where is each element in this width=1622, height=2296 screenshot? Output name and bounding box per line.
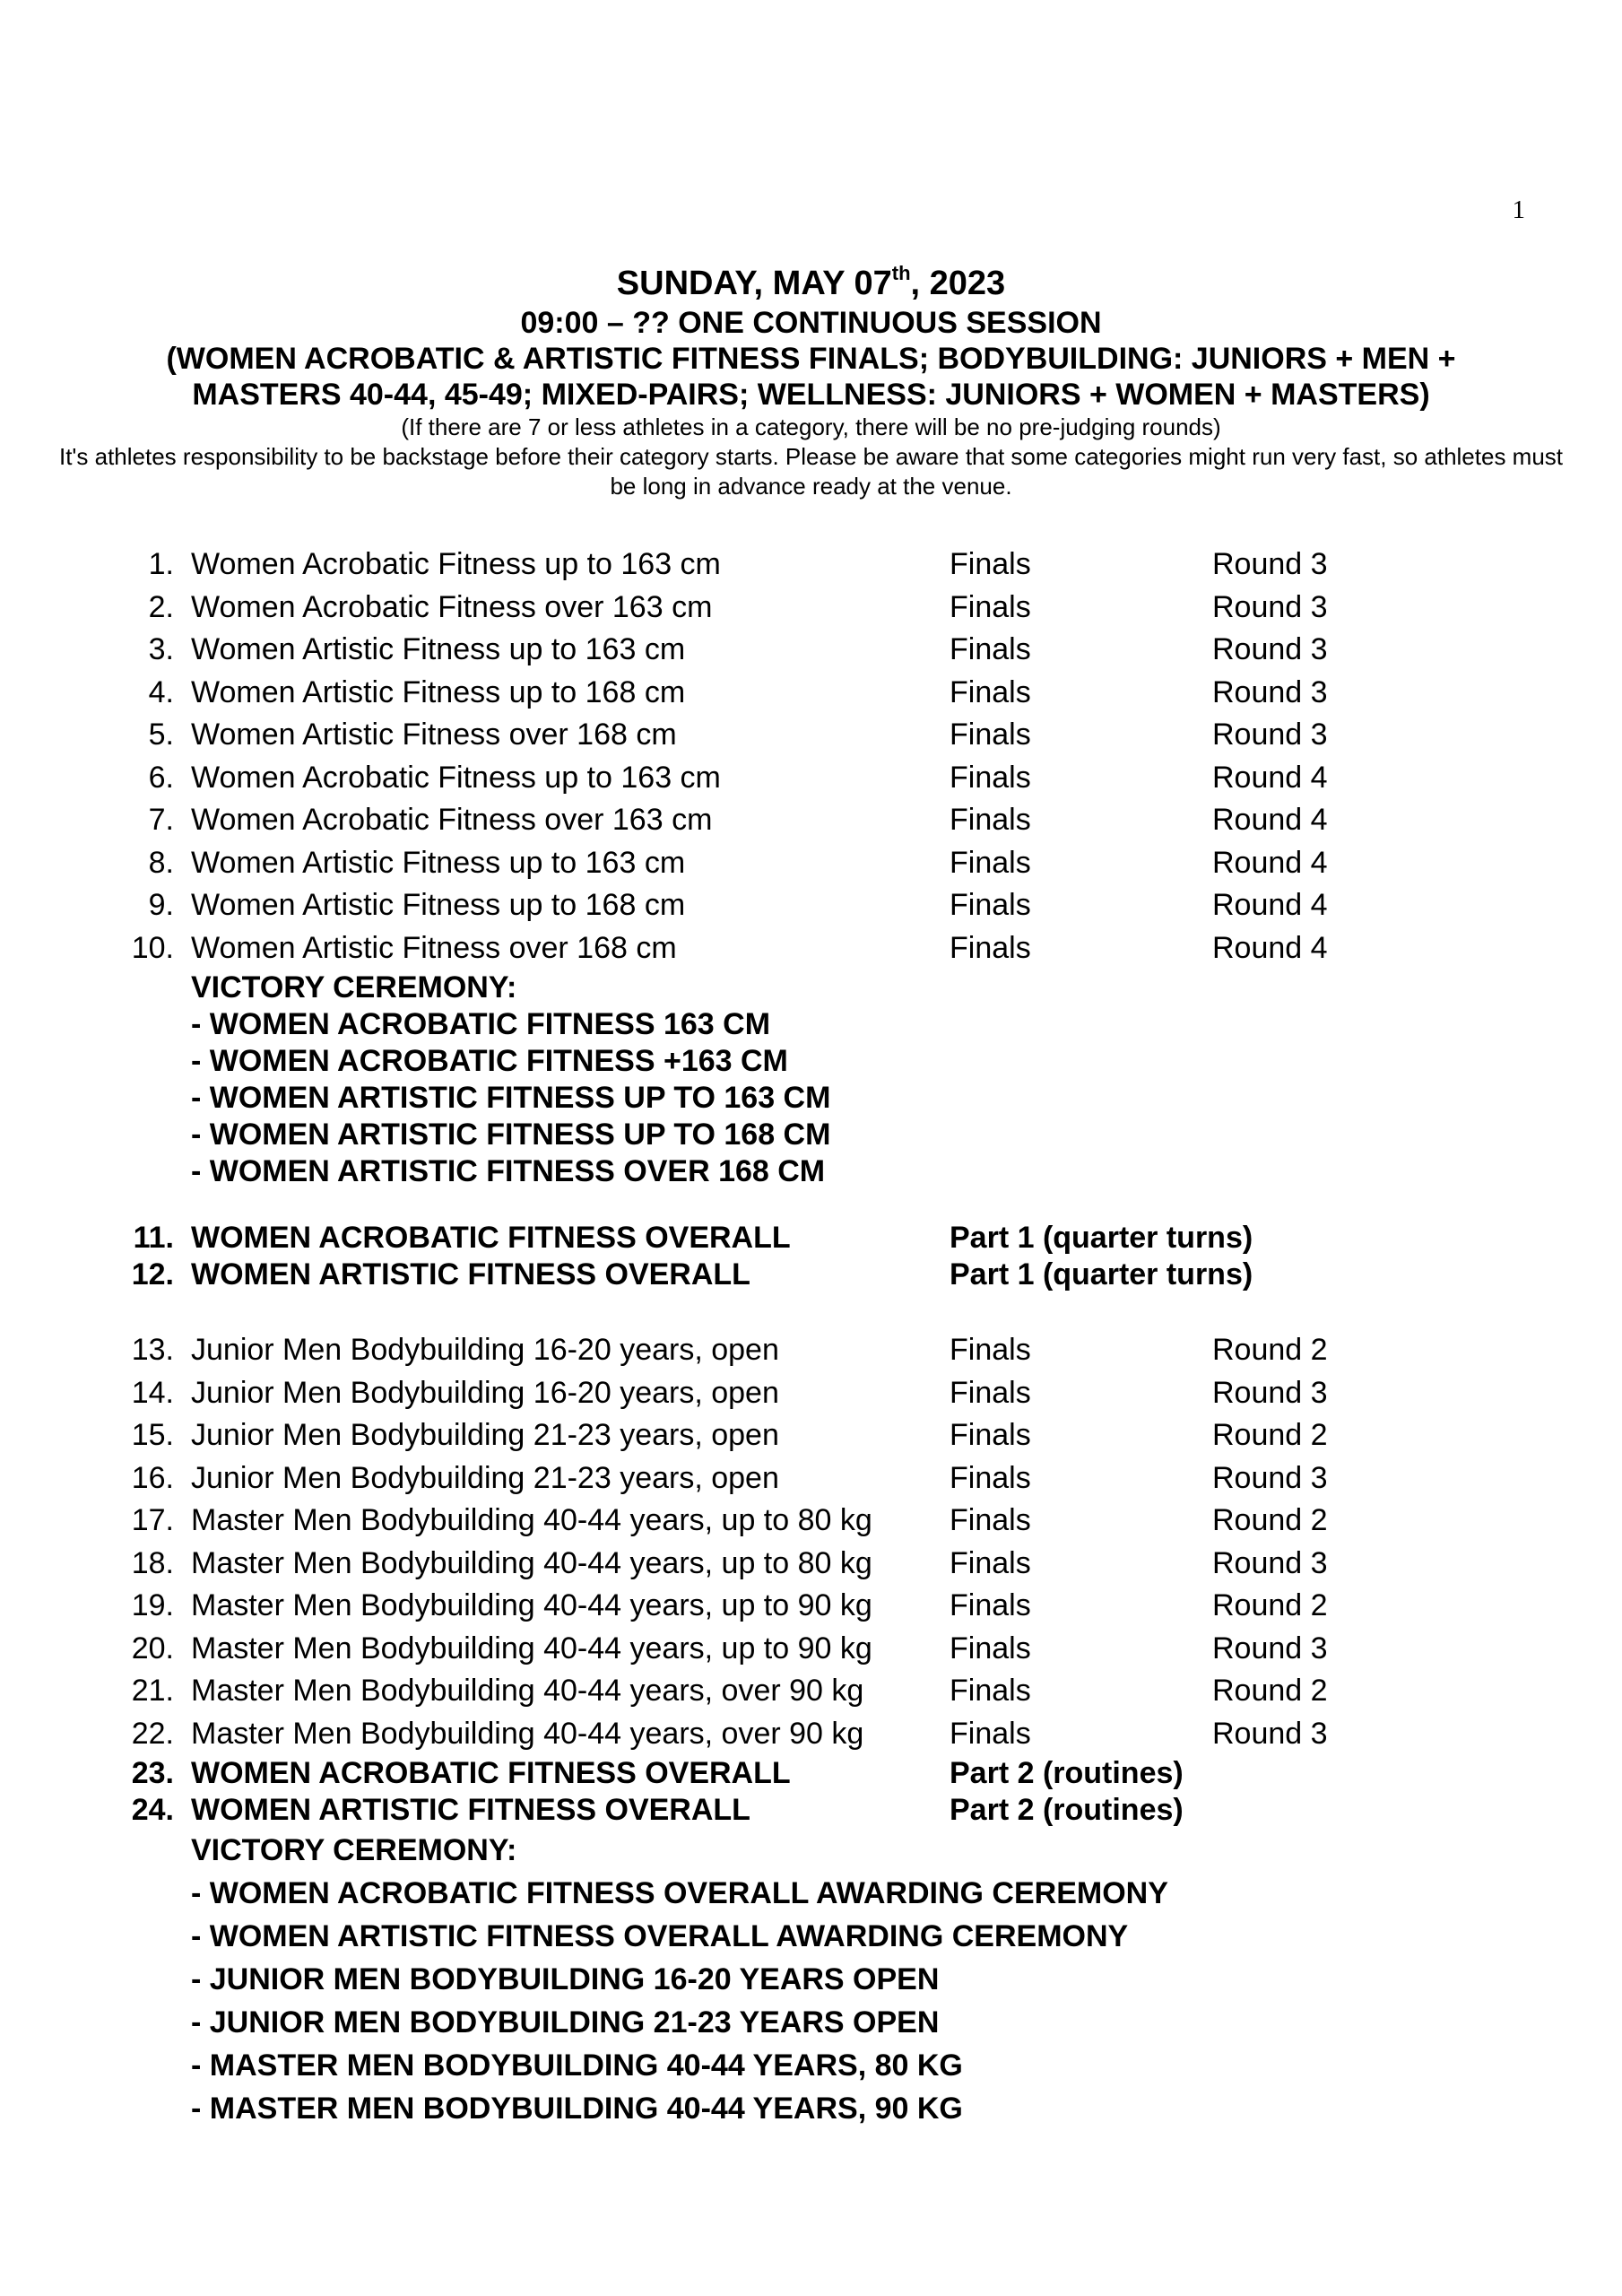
row-name: Master Men Bodybuilding 40-44 years, over 90 kg [191,1716,864,1751]
row-num: 22. [131,1716,174,1751]
schedule-date [0,262,1622,305]
ceremony-item: - MASTER MEN BODYBUILDING 40-44 YEARS, 90 KG [191,2092,963,2126]
ceremony-item: - WOMEN ACROBATIC FITNESS 163 CM [191,1007,771,1041]
row-stage: Finals [950,1503,1031,1537]
row-num: 8. [148,845,174,880]
page-number: 1 [1512,196,1525,224]
row-stage: Finals [950,1716,1031,1751]
schedule-row [0,1670,1622,1713]
schedule-row [0,1372,1622,1415]
row-stage: Part 2 (routines) [950,1756,1184,1790]
row-name: Women Acrobatic Fitness over 163 cm [191,803,713,837]
row-round: Round 3 [1212,589,1328,624]
row-num: 2. [148,589,174,624]
row-num: 14. [131,1375,174,1410]
row-num: 15. [131,1418,174,1452]
schedule-row [0,1792,1622,1829]
row-name: WOMEN ACROBATIC FITNESS OVERALL [191,1221,791,1255]
row-num: 10. [131,930,174,965]
row-name: Master Men Bodybuilding 40-44 years, over 90 kg [191,1674,864,1708]
row-round: Round 3 [1212,632,1328,666]
backstage-note: It's athletes responsibility to be backstage before their category starts. Please be aware that some categories might run very fast, so athletes must be long in advance ready at the venue. [58,443,1564,500]
row-round: Round 4 [1212,930,1328,965]
row-num: 19. [131,1588,174,1622]
row-name: Women Artistic Fitness over 168 cm [191,718,677,752]
row-stage: Finals [950,888,1031,922]
categories-line-1: (WOMEN ACROBATIC & ARTISTIC FITNESS FINALS; BODYBUILDING: JUNIORS + MEN + [166,342,1456,376]
row-num: 6. [148,760,174,795]
row-name: Junior Men Bodybuilding 16-20 years, open [191,1375,779,1410]
schedule-row [0,1755,1622,1792]
ceremony-title: VICTORY CEREMONY: [191,970,517,1004]
schedule-row [0,1257,1622,1293]
row-stage: Finals [950,632,1031,666]
row-name: Master Men Bodybuilding 40-44 years, up to 80 kg [191,1503,872,1537]
row-num: 18. [131,1545,174,1580]
row-round: Round 2 [1212,1418,1328,1452]
schedule-row [0,1329,1622,1372]
schedule-row [0,927,1622,970]
ceremony-item: - WOMEN ACROBATIC FITNESS OVERALL AWARDING CEREMONY [191,1876,1168,1910]
session-title: 09:00 – ?? ONE CONTINUOUS SESSION [520,306,1102,340]
row-num: 12. [131,1257,174,1292]
ceremony-item: - WOMEN ACROBATIC FITNESS +163 CM [191,1044,788,1078]
row-stage: Part 2 (routines) [950,1793,1184,1827]
row-round: Round 3 [1212,1631,1328,1665]
row-stage: Finals [950,589,1031,624]
row-stage: Finals [950,1460,1031,1495]
schedule-row [0,587,1622,630]
row-name: Women Artistic Fitness up to 168 cm [191,888,686,922]
row-round: Round 4 [1212,760,1328,795]
row-round: Round 3 [1212,1460,1328,1495]
row-name: Master Men Bodybuilding 40-44 years, up to 80 kg [191,1545,872,1580]
row-num: 13. [131,1333,174,1367]
prejudging-note: (If there are 7 or less athletes in a category, there will be no pre-judging rounds) [401,413,1221,440]
row-stage: Finals [950,760,1031,795]
row-round: Round 3 [1212,1716,1328,1751]
row-num: 7. [148,803,174,837]
schedule-header [0,262,1622,501]
block-bodybuilding-finals [0,1329,1622,1755]
row-stage: Finals [950,930,1031,965]
row-num: 20. [131,1631,174,1665]
block-overall-part1 [0,1220,1622,1293]
schedule-row [0,842,1622,885]
row-num: 24. [131,1793,174,1827]
row-name: Women Artistic Fitness up to 163 cm [191,632,686,666]
row-num: 3. [148,632,174,666]
row-stage: Finals [950,1545,1031,1580]
categories-line-2: MASTERS 40-44, 45-49; MIXED-PAIRS; WELLNESS: JUNIORS + WOMEN + MASTERS) [192,378,1430,412]
row-name: WOMEN ARTISTIC FITNESS OVERALL [191,1257,750,1292]
schedule-row [0,1585,1622,1628]
ceremony-item: - MASTER MEN BODYBUILDING 40-44 YEARS, 80 KG [191,2048,963,2083]
row-name: Women Artistic Fitness over 168 cm [191,930,677,965]
row-num: 5. [148,718,174,752]
row-round: Round 2 [1212,1333,1328,1367]
row-round: Round 3 [1212,674,1328,709]
row-name: Junior Men Bodybuilding 21-23 years, open [191,1460,779,1495]
row-round: Round 2 [1212,1588,1328,1622]
row-num: 16. [131,1460,174,1495]
row-stage: Finals [950,1631,1031,1665]
ceremony-item: - JUNIOR MEN BODYBUILDING 21-23 YEARS OPEN [191,2005,940,2039]
date-main: SUNDAY, MAY 07 [616,265,892,302]
schedule-row [0,799,1622,842]
row-stage: Finals [950,1674,1031,1708]
row-num: 9. [148,888,174,922]
row-round: Round 3 [1212,718,1328,752]
row-name: Women Artistic Fitness up to 168 cm [191,674,686,709]
schedule-row [0,1713,1622,1756]
schedule-row [0,1500,1622,1543]
schedule-row [0,1628,1622,1671]
schedule-row [0,884,1622,927]
schedule-row [0,629,1622,672]
schedule-row [0,544,1622,587]
block-overall-part2 [0,1755,1622,1829]
schedule-row [0,1220,1622,1257]
row-round: Round 3 [1212,1545,1328,1580]
row-stage: Finals [950,1418,1031,1452]
date-year: , 2023 [910,265,1006,302]
row-name: Women Acrobatic Fitness up to 163 cm [191,547,721,581]
row-name: Master Men Bodybuilding 40-44 years, up to 90 kg [191,1588,872,1622]
row-stage: Finals [950,1333,1031,1367]
row-name: Women Acrobatic Fitness over 163 cm [191,589,713,624]
row-round: Round 4 [1212,888,1328,922]
victory-ceremony-1 [0,970,1622,1190]
row-stage: Part 1 (quarter turns) [950,1257,1253,1292]
row-num: 4. [148,674,174,709]
row-name: Junior Men Bodybuilding 21-23 years, open [191,1418,779,1452]
row-stage: Finals [950,674,1031,709]
row-name: WOMEN ACROBATIC FITNESS OVERALL [191,1756,791,1790]
ceremony-item: - WOMEN ARTISTIC FITNESS UP TO 163 CM [191,1081,831,1115]
schedule-row [0,672,1622,715]
row-stage: Finals [950,1375,1031,1410]
row-name: WOMEN ARTISTIC FITNESS OVERALL [191,1793,750,1827]
row-stage: Finals [950,803,1031,837]
ceremony-item: - WOMEN ARTISTIC FITNESS OVER 168 CM [191,1154,826,1188]
schedule-list [0,544,1622,2130]
block-women-fitness-finals [0,544,1622,970]
row-stage: Finals [950,718,1031,752]
schedule-row [0,714,1622,757]
row-name: Women Acrobatic Fitness up to 163 cm [191,760,721,795]
row-num: 17. [131,1503,174,1537]
schedule-row [0,1543,1622,1586]
row-name: Master Men Bodybuilding 40-44 years, up to 90 kg [191,1631,872,1665]
row-round: Round 3 [1212,547,1328,581]
schedule-row [0,757,1622,800]
date-ordinal: th [891,262,911,284]
row-round: Round 4 [1212,803,1328,837]
row-round: Round 2 [1212,1503,1328,1537]
row-num: 21. [131,1674,174,1708]
schedule-row [0,1457,1622,1500]
schedule-row [0,1414,1622,1457]
ceremony-item: - JUNIOR MEN BODYBUILDING 16-20 YEARS OPEN [191,1962,940,1996]
row-stage: Finals [950,1588,1031,1622]
victory-ceremony-2 [0,1829,1622,2130]
row-round: Round 2 [1212,1674,1328,1708]
row-round: Round 3 [1212,1375,1328,1410]
row-round: Round 4 [1212,845,1328,880]
row-name: Junior Men Bodybuilding 16-20 years, open [191,1333,779,1367]
ceremony-title: VICTORY CEREMONY: [191,1833,517,1867]
ceremony-item: - WOMEN ARTISTIC FITNESS OVERALL AWARDING CEREMONY [191,1919,1129,1953]
row-name: Women Artistic Fitness up to 163 cm [191,845,686,880]
row-stage: Part 1 (quarter turns) [950,1221,1253,1255]
row-stage: Finals [950,547,1031,581]
row-num: 11. [133,1221,174,1255]
row-num: 1. [148,547,174,581]
ceremony-item: - WOMEN ARTISTIC FITNESS UP TO 168 CM [191,1118,831,1152]
row-num: 23. [131,1756,174,1790]
row-stage: Finals [950,845,1031,880]
